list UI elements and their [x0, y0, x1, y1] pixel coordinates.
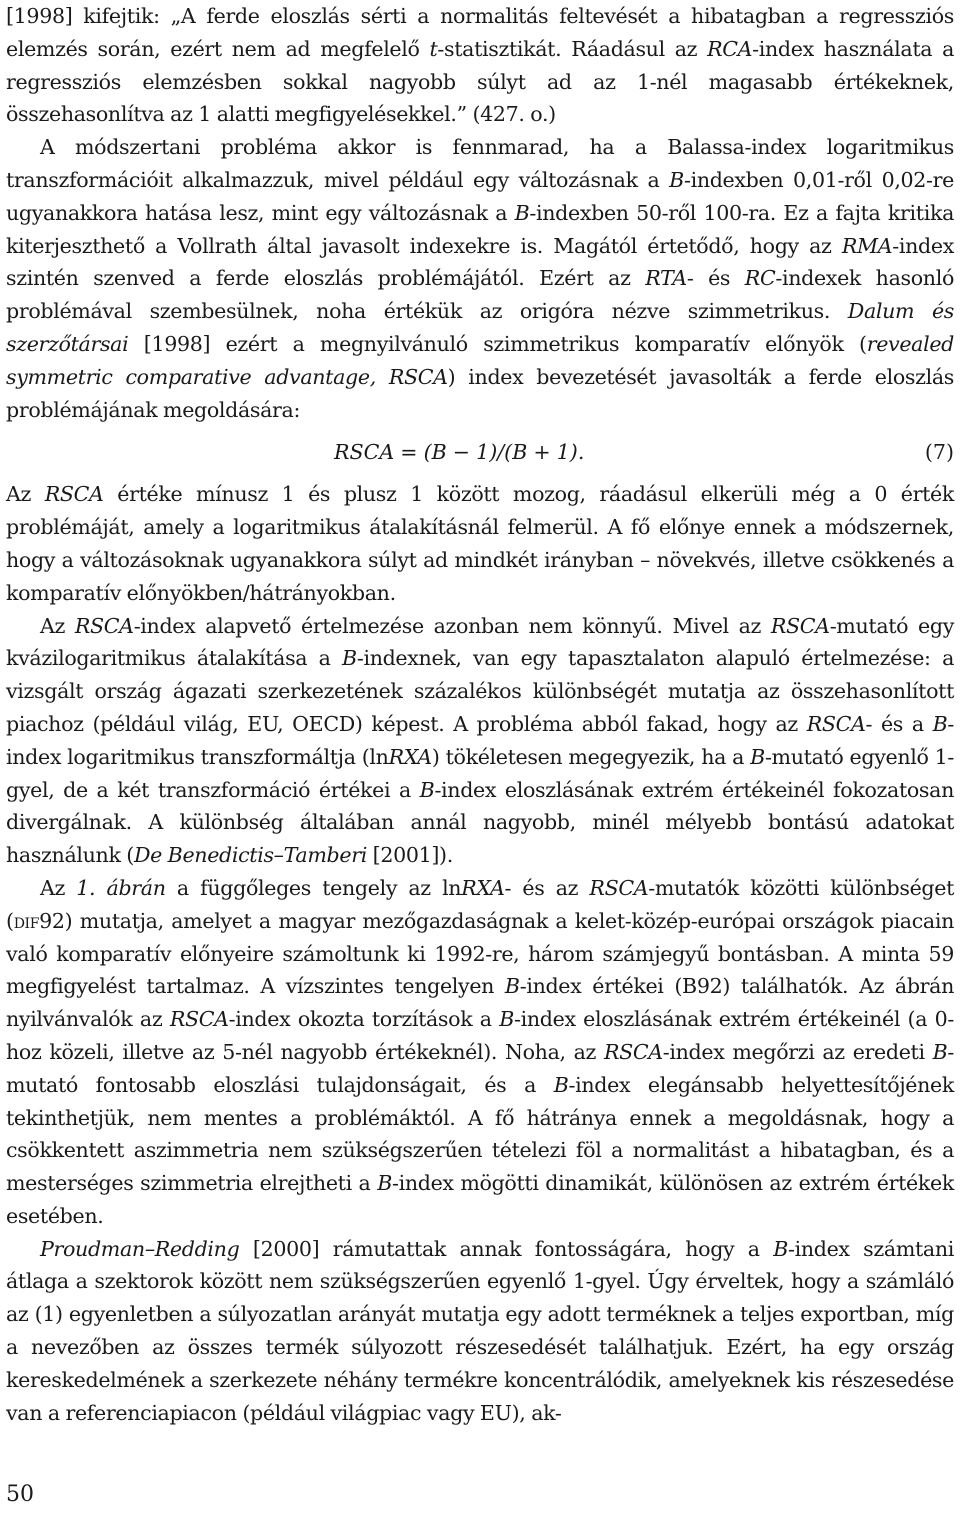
text-run: ) tökéletesen megegyezik, ha a	[431, 744, 751, 769]
text-run: -index használata a regressziós elemzésben sokkal nagyobb súlyt ad az 1-nél magasabb értékeknek, összehasonlítva az 1 alatti megfigyelésekkel.” (427. o.)	[6, 36, 954, 127]
italic-run: revealed symmetric comparative advantage, RSCA	[6, 331, 954, 389]
text-run: -statisztikát. Ráadásul az	[437, 36, 708, 61]
text-run: -index elegánsabb helyettesítőjének tekinthetjük, nem mentes a problémáktól. A fő hátránya ennek a megoldásnak, hogy a csökkentett aszimmetria nem szükségszerűen tételezi föl a normalitást a hibatagban, és a mesterséges szimmetria elrejtheti a	[6, 1072, 954, 1196]
italic-run: B	[419, 777, 435, 802]
paragraph-rsca-range	[6, 478, 954, 609]
text-run: [2001]).	[366, 843, 453, 868]
text-run: -mutató egy kvázilogaritmikus átalakítása a	[6, 613, 955, 671]
italic-run: Proudman–Redding	[40, 1236, 240, 1261]
italic-run: RC	[744, 266, 776, 291]
paragraph-quote-continuation	[6, 0, 954, 131]
italic-run: B	[342, 646, 357, 671]
italic-run: B	[514, 200, 530, 225]
text-run: -indexnek, van egy tapasztalaton alapuló értelmezése: a vizsgált ország ágazati szerkezetének százalékos különbségét mutatja az összehasonlított piachoz (például világ, EU, OECD) képest. A probléma abból fakad, hogy az	[6, 646, 954, 736]
equation-rsca	[6, 430, 954, 474]
text-run: -index mögötti dinamikát, különösen az extrém értékek esetében.	[6, 1171, 954, 1228]
text-run: -mutató fontosabb eloszlási tulajdonságait, és a	[6, 1039, 954, 1097]
italic-run: B	[504, 974, 520, 999]
italic-run: RSCA	[169, 1007, 229, 1032]
text-run: - és az	[504, 875, 590, 900]
text-run: -index eloszlásának extrém értékeinél fokozatosan divergálnak. A különbség általában annál nagyobb, minél mélyebb bontású adatokat használunk (	[6, 777, 954, 868]
text-run: [1998] ezért a megnyilvánuló szimmetrikus komparatív előnyök (	[128, 331, 867, 356]
page-number: 50	[6, 1482, 34, 1507]
italic-run: RXA	[461, 875, 505, 900]
italic-run: B	[932, 1039, 948, 1064]
text-run: - és	[686, 266, 745, 291]
paragraph-rsca-interpretation	[6, 610, 954, 872]
italic-run: RSCA	[589, 875, 649, 900]
italic-run: Dalum és szerzőtársai	[6, 299, 955, 356]
text-run: 92) mutatja, amelyet a magyar mezőgazdaságnak a kelet-közép-európai országok piacain való komparatív előnyeire számoltunk ki 1992-re, három számjegyű bontásban. A minta 59 megfigyelést tartalmaz. A vízszintes tengelyen	[6, 908, 954, 999]
italic-run: RSCA	[603, 1039, 663, 1064]
italic-run: B	[750, 744, 765, 769]
text-run: Az	[40, 875, 77, 900]
text-run: -indexben 0,01-ről 0,02-re ugyanakkora hatása lesz, mint egy változásnak a	[6, 167, 954, 225]
italic-run: B	[377, 1171, 392, 1196]
italic-run: RSCA	[806, 711, 866, 736]
text-run: a függőleges tengely az ln	[165, 875, 462, 900]
paragraph-methodological-problem	[6, 131, 954, 426]
text-run: -index megőrzi az eredeti	[662, 1039, 933, 1064]
italic-run: B	[499, 1007, 515, 1032]
text-run: -indexben 50-ről 100-ra. Ez a fajta kritika kiterjeszthető a Vollrath által javasolt indexekre is. Magától értetődő, hogy az	[6, 200, 955, 258]
paragraph-proudman-redding	[6, 1233, 954, 1430]
text-run: -index szintén szenved a ferde eloszlás problémájától. Ezért az	[6, 233, 954, 291]
text-run: -mutatók közötti különbséget (	[6, 875, 955, 933]
italic-run: RSCA	[74, 613, 134, 638]
text-run: -index eloszlásának extrém értékeinél (a 0-hoz közeli, illetve az 5-nél nagyobb értékeknél). Noha, az	[6, 1007, 954, 1064]
italic-run: B	[932, 711, 948, 736]
small-caps-run: dif	[13, 908, 40, 933]
text-run: [1998] kifejtik: „A ferde eloszlás sérti a normalitás feltevését a hibatagban a regressziós elemzés során, ezért nem ad megfelelő	[6, 4, 954, 61]
italic-run: RMA	[841, 233, 893, 258]
text-run: -index értékei (B92) találhatók. Az ábrán nyilvánvalók az	[6, 974, 955, 1032]
paragraph-figure-one-description	[6, 872, 954, 1233]
italic-run: B	[553, 1072, 569, 1097]
text-run: értéke mínusz 1 és plusz 1 között mozog, ráadásul elkerüli még a 0 érték problémáját, amely a logaritmikus átalakításnál felmerül. A fő előnye ennek a módszernek, hogy a változásoknak ugyanakkora súlyt ad mindkét irányban – növekvés, illetve csökkenés a komparatív előnyökben/hátrányokban.	[6, 482, 955, 605]
italic-run: RTA	[645, 266, 687, 291]
text-run: - és a	[865, 711, 933, 736]
text-run: -index számtani átlaga a szektorok között nem szükségszerűen egyenlő 1-gyel. Úgy érveltek, hogy a számláló az (1) egyenletben a súlyozatlan arányát mutatja egy adott terméknek a teljes exportban, míg a nevezőben az összes termék súlyozott részesedését találhatjuk. Ezért, ha egy ország kereskedelmének a szerkezete néhány termékre koncentrálódik, amelyeknek kis részesedése van a referenciapiacon (például világpiac vagy EU), ak-	[6, 1236, 955, 1425]
text-run: -index alapvető értelmezése azonban nem könnyű. Mivel az	[133, 613, 771, 638]
text-run: Az	[6, 482, 45, 507]
text-run: -indexek hasonló problémával szembesülnek, noha értékük az origóra nézve szimmetrikus.	[6, 266, 954, 324]
equation-number: (7)	[924, 440, 954, 465]
italic-run: De Benedictis–Tamberi	[133, 843, 367, 868]
text-run: -index logaritmikus transzformáltja (ln	[6, 711, 954, 769]
text-run: -index okozta torzítások a	[228, 1007, 500, 1032]
italic-run: RCA	[707, 36, 753, 61]
text-run: -mutató egyenlő 1-gyel, de a két transzformáció értékei a	[6, 744, 954, 802]
page-body	[6, 0, 954, 1429]
italic-run: RSCA	[770, 613, 830, 638]
text-run: [2000] rámutattak annak fontosságára, hogy a	[239, 1236, 774, 1261]
italic-run: 1. ábrán	[76, 875, 166, 900]
italic-run: RSCA	[44, 482, 104, 507]
italic-run: B	[773, 1236, 788, 1261]
text-run: A módszertani probléma akkor is fennmarad, ha a Balassa-index logaritmikus transzformációit alkalmazzuk, mivel például egy változásnak a	[6, 135, 954, 192]
italic-run: RXA	[388, 744, 432, 769]
text-run: ) index bevezetését javasolták a ferde eloszlás problémájának megoldására:	[6, 364, 955, 422]
equation-body: RSCA = (B − 1)/(B + 1).	[334, 440, 585, 465]
text-run: Az	[40, 613, 75, 638]
italic-run: t	[429, 36, 438, 61]
italic-run: B	[669, 167, 684, 192]
